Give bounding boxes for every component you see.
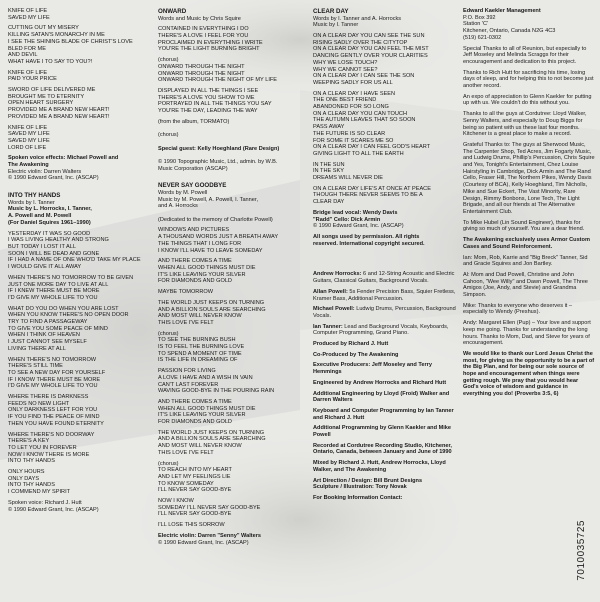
thanks-paragraph: Grateful Thanks to: The guys at Sherwood Music, The Carpenter Shop, Ted Acres, Jim Fogarty Music, and Ludwig Drums, Phillip's Percussion, Chris Squire and Yes, Tonight's Entertainment, Chez Louise Hairstyling in Cambridge, Dick Armin and The Rand Cello, Fraser Hill, The Northern Pikes, Wendy Davis (Courtesy of BCA), Kelly Hoeghland, Tim Nicholls, Mike and Sue Eckert, The Vast Minority, Rare Design, Rimmy Bonbons, Lone Tech, The Light Brigade, and all our friends at The Alternative Entertainment Club. bbox=[463, 141, 595, 215]
personnel-name: Mixed by Richard J. Hutt, Andrew Horrocks, Lloyd Walker, and The Awakening bbox=[313, 460, 446, 473]
lyric-stanza: THE WORLD JUST KEEPS ON TURNING AND A BILLION SOULS ARE SEARCHING AND MOST WILL NEVER KNOW THIS LOVE I'VE FELT bbox=[158, 299, 266, 326]
lyric-stanza: I'LL LOSE THIS SORROW bbox=[158, 522, 225, 529]
personnel-name: Ian Tanner: bbox=[313, 323, 343, 330]
personnel-entry bbox=[313, 425, 458, 438]
management-title: Edward Kaekler Management bbox=[463, 8, 541, 14]
lyric-stanza: DISPLAYED IN ALL THE THINGS I SEE THERE'S A LOVE YOU SHOW TO ME PORTRAYED IN ALL THE THINGS YOU SAY YOU'RE THE DAY, LEADING THE WAY bbox=[158, 87, 272, 115]
thanks-paragraph: Andy: Margaret Ellen (Pup) – Your love and support keep me going. Thanks for understanding the long hours. Thanks to Mom, Dad, and Steve for years of encouragement. bbox=[463, 320, 591, 347]
personnel-name: Co-Produced by The Awakening bbox=[313, 351, 399, 358]
lyric-stanza: WHEN THERE'S NO TOMORROW THERE'S STILL TIME TO SEE A NEW DAY FOR YOURSELF IF I KNOW THERE MUST BE MORE I'D GIVE MY WHOLE LIFE TO YOU bbox=[8, 356, 106, 390]
personnel-entry bbox=[313, 271, 458, 284]
personnel-name: Executive Producers: Jeff Moseley and Terry Hemmings bbox=[313, 362, 432, 376]
personnel-entry bbox=[313, 443, 458, 456]
personnel-role: Sculpture / Illustration: Tony Novak bbox=[313, 484, 407, 491]
personnel-role: 6 and 12-String Acoustic and Electric Guitars, Classical Guitars, Background Vocals. bbox=[313, 271, 455, 285]
personnel-role: Lead and Background Vocals, Keyboards, Computer Programming, Grand Piano. bbox=[313, 323, 449, 337]
personnel-name: Additional Engineering by Lloyd (Froid) Walker and Darren Walters bbox=[313, 390, 450, 404]
personnel-name: Engineered by Andrew Horrocks and Richard Hutt bbox=[313, 379, 447, 386]
lyric-stanza: WHEN THERE'S NO TOMORROW TO BE GIVEN JUST ONE MORE DAY TO LIVE AT ALL IF I KNEW THERE MUST BE MORE I'D GIVE MY WHOLE LIFE TO YOU bbox=[8, 274, 134, 301]
lyric-stanza: SWORD OF LIFE DELIVERED ME BROUGHT ME TO ETERNITY OPEN HEART SURGERY PROVIDED ME A BRAND NEW HEART! PROVIDED ME A BRAND NEW HEART! bbox=[8, 87, 110, 120]
lyric-stanza: CUTTING OUT MY MISERY KILLING SATAN'S MONARCHY IN ME I SEE THE SHINING BLADE OF CHRIST'S LOVE BLED FOR ME AND DEVIL WHAT HAVE I TO SAY TO YOU?! bbox=[8, 25, 133, 65]
song-credits: Spoken voice effects: Michael Powell and The Awakening Electric violin: Darren Walters © 1990 Edward Grant, Inc. (ASCAP) bbox=[8, 155, 119, 182]
lyric-chorus: (chorus) TO SEE THE BURNING BUSH IS TO FEEL THE BURNING LOVE TO SPEND A MOMENT OF TIME IS THE LIFE IN DREAMING OF bbox=[158, 330, 245, 364]
song-credits: Words by I. Tanner and A. Horrocks Music by I. Tanner bbox=[313, 15, 402, 29]
personnel-name: For Booking Information Contact: bbox=[313, 494, 403, 501]
lyric-stanza: MAYBE TOMORROW bbox=[158, 289, 214, 296]
personnel-name: Additional Programming by Glenn Kaekler and Mike Powell bbox=[313, 425, 452, 439]
personnel-name: Keyboard and Computer Programming by Ian Tanner and Richard J. Hutt bbox=[313, 407, 454, 421]
lyric-stanza: WHERE THERE IS DARKNESS FEEDS NO NEW LIGHT ONLY DARKNESS LEFT FOR YOU IF YOU FIND THE PEACE OF MIND THEN YOU HAVE FOUND ETERNITY bbox=[8, 394, 104, 427]
personnel-role: 5s Fender Precision Bass, Squier Fretless, Kramer Bass, Additional Percussion. bbox=[313, 288, 456, 302]
lyric-stanza: PASSION FOR LIVING A LOVE I HAVE AND A WISH IN VAIN CAN'T LAST FOREVER WAVING GOOD-BYE IN THE POURING RAIN bbox=[158, 368, 275, 395]
personnel-entry bbox=[313, 478, 458, 491]
personnel-name: Art Direction / Design: Bill Brunt Designs bbox=[313, 477, 423, 484]
lyric-stanza: AND THERE COMES A TIME WHEN ALL GOOD THINGS MUST DIE IT'S LIKE LEAVING YOUR SILVER FOR DIAMONDS AND GOLD bbox=[158, 398, 256, 426]
song-credits: Words by M. Powell Music by M. Powell, A. Powell, I. Tanner, and A. Horrocks (Dedicated to the memory of Charlotte Powell) bbox=[158, 189, 273, 223]
song-title: CLEAR DAY bbox=[313, 8, 349, 15]
thanks-paragraph: Mike: Thanks to everyone who deserves it – especially to Wendy (Preshus). bbox=[463, 302, 573, 316]
management-address: P.O. Box 392 Station 'C' Kitchener, Ontario, Canada N2G 4C3 (519) 621-0302 bbox=[463, 14, 556, 41]
lyric-stanza: THE WORLD JUST KEEPS ON TURNING AND A BILLION SOULS ARE SEARCHING AND MOST WILL NEVER KNOW THIS LOVE I'VE FELT bbox=[158, 429, 266, 456]
personnel-entry bbox=[313, 460, 458, 473]
song-credits: Spoken voice: Richard J. Hutt © 1990 Edward Grant, Inc. (ASCAP) bbox=[8, 499, 99, 513]
lyric-chorus: (chorus) ONWARD THROUGH THE NIGHT ONWARD THROUGH THE NIGHT ONWARD THROUGH THE NIGHT OF MY LIFE bbox=[158, 57, 278, 84]
personnel-entry bbox=[313, 362, 458, 375]
song-title: INTO THY HANDS bbox=[8, 192, 61, 200]
song-credits: Bridge lead vocal: Wendy Davis "Radd" Cello: Dick Armin © 1990 Edward Grant, Inc. (ASCAP) bbox=[313, 209, 404, 230]
personnel-name: Allan Powell: bbox=[313, 288, 348, 295]
thanks-paragraph: We would like to thank our Lord Jesus Christ the most, for giving us the opportunity to be a part of the Big Plan, and for being our sole source of hope and encouragement when things were getting rough. We pray that you would hear God's voice of wisdom and guidance in everything you do! (Proverbs 3:5, 6) bbox=[463, 350, 595, 398]
personnel-name: Produced by Richard J. Hutt bbox=[313, 341, 389, 348]
thanks-paragraph: Special Thanks to all of Reunion, but especially to Jeff Moseley and Melinda Scraggs for their encouragement and dedication to this project. bbox=[463, 45, 587, 65]
lyrics-column-3 bbox=[313, 8, 458, 506]
personnel-entry bbox=[313, 408, 458, 421]
lyric-chorus: (chorus) TO REACH INTO MY HEART AND LET MY FEELINGS LIE TO KNOW SOMEDAY I'LL NEVER SAY GOOD-BYE bbox=[158, 460, 232, 494]
lyric-stanza: KNIFE OF LIFE SAVED MY LIFE bbox=[8, 8, 50, 21]
song-notes: (from the album, TORMATO) (chorus) Special guest: Kelly Hoeghland (Rare Design) © 1990 Topographic Music, Ltd., admin. by W.B. Music Corporation (ASCAP) bbox=[158, 118, 280, 172]
personnel-entry bbox=[313, 391, 458, 404]
lyric-stanza: KNIFE OF LIFE SAVED MY LIFE SAVED MY LIFE LORD OF LIFE bbox=[8, 124, 50, 151]
catalog-number: 7010035725 bbox=[576, 520, 587, 581]
lyrics-column-2 bbox=[158, 8, 300, 550]
personnel-name: Andrew Horrocks: bbox=[313, 271, 362, 278]
song-title: ONWARD bbox=[158, 8, 187, 15]
lyric-stanza: KNIFE OF LIFE PAID YOUR PRICE bbox=[8, 69, 57, 83]
lyric-stanza: ONLY HOURS ONLY DAYS INTO THY HANDS I COMMEND MY SPIRIT bbox=[8, 469, 71, 496]
lyric-stanza: ON A CLEAR DAY I HAVE SEEN THE ONE BEST FRIEND ABANDONED FOR SO LONG ON A CLEAR DAY YOU CAN TOUCH THE AUTUMN LEAVES THAT SO SOON PASS AWAY THE FUTURE IS SO CLEAR FOR SOME IT SCARES ME SO ON A CLEAR DAY I CAN FEEL GOD'S HEART GIVING LIGHT TO ALL THE EARTH bbox=[313, 90, 431, 157]
thanks-paragraph: Thanks to all the guys at Cordutree: Lloyd Walker, Senny Walters, and especially to Doug Biggs for being so patient with us these last four months. Kitchener is a great place to make a record. bbox=[463, 111, 587, 138]
lyric-stanza: ON A CLEAR DAY YOU CAN SEE THE SUN RISING SADLY OVER THE CITYTOP ON A CLEAR DAY YOU CAN FEEL THE MIST DANCING GENTLY OVER YOUR CLARITIES WHY WE LOSE TOUCH? WHY WE CANNOT SEE? ON A CLEAR DAY I CAN SEE THE SON WEEPING SADLY FOR US ALL bbox=[313, 33, 429, 86]
personnel-entry bbox=[313, 341, 458, 348]
personnel-credits bbox=[313, 271, 458, 501]
lyric-stanza: WHAT DO YOU DO WHEN YOU ARE LOST WHEN YOU KNOW THERE'S NO OPEN DOOR TRY TO FIND A PASSAGEWAY TO GIVE YOU SOME PEACE OF MIND WHEN I THINK OF HEAVEN I JUST CANNOT SEE MYSELF LIVING THERE AT ALL bbox=[8, 305, 129, 352]
personnel-entry bbox=[313, 495, 458, 502]
rights-notice: All songs used by permission. All rights reserved. International copyright secured. bbox=[313, 233, 425, 247]
personnel-role: Ludwig Drums, Percussion, Background Vocals. bbox=[313, 306, 456, 319]
thanks-paragraph: Ian: Mom, Rob, Karrie and "Big Breck" Tanner, Sid and Gracie Squires and Jon Bartley. bbox=[463, 254, 588, 268]
lyric-stanza: YESTERDAY IT WAS SO GOOD I WAS LIVING HEALTHY AND STRONG BUT TODAY I LOST IT ALL SOON I WILL BE DEAD AND GONE IF I HAD A NAME OF ONE WHO'D TAKE MY PLACE I WOULD GIVE IT ALL AWAY bbox=[8, 230, 141, 271]
song-credits: Words and Music by Chris Squire bbox=[158, 15, 241, 22]
lyric-stanza: IN THE SUN IN THE SKY DREAMS WILL NEVER DIE bbox=[313, 161, 384, 182]
lyric-stanza: WINDOWS AND PICTURES A THOUSAND WORDS JUST A BREATH AWAY THE THINGS THAT I LONG FOR I KNOW I'LL HAVE TO LEAVE SOMEDAY bbox=[158, 227, 279, 254]
thanks-paragraph: Al: Mom and Dad Powell, Christine and John Cahoon, "Wee Willy" and Dawn Powell, The Three Amigos (Joe, Andy, and Stevie) and Grandma Simpson. bbox=[463, 271, 588, 299]
lyric-stanza: CONTAINED IN EVERYTHING I DO THERE'S A LOVE I FEEL FOR YOU PROCLAIMED IN EVERYTHING I WRITE YOU'RE THE LIGHT BURNING BRIGHT bbox=[158, 26, 263, 53]
thanks-paragraph: The Awakening exclusively uses Armor Custom Cases and Sound Reinforcement. bbox=[463, 237, 590, 250]
personnel-name: Recorded at Cordutree Recording Studio, Kitchener, Ontario, Canada, between January and June of 1990 bbox=[313, 442, 452, 456]
thanks-paragraph: An expo of appreciation to Glenn Kaekler for putting up with us. We couldn't do this without you. bbox=[463, 93, 592, 107]
personnel-entry bbox=[313, 306, 458, 319]
thanks-column bbox=[463, 8, 595, 402]
lyric-stanza: ON A CLEAR DAY LIFE'S AT ONCE AT PEACE THOUGH THERE NEVER SEEMS TO BE A CLEAR DAY bbox=[313, 185, 431, 206]
lyric-stanza: NOW I KNOW SOMEDAY I'LL NEVER SAY GOOD-BYE I'LL NEVER SAY GOOD-BYE bbox=[158, 498, 261, 518]
song-credits: Words by I. Tanner Music by L. Horrocks, I. Tanner, A. Powell and M. Powell (For Daniel Squires 1961–1990) bbox=[8, 199, 92, 226]
song-title: NEVER SAY GOODBYE bbox=[158, 182, 227, 190]
lyric-stanza: WHERE THERE'S NO DOORWAY THERE'S A KEY TO LET YOU IN FOREVER NOW I KNOW THERE IS MORE INTO THY HANDS bbox=[8, 431, 95, 465]
personnel-entry bbox=[313, 380, 458, 387]
personnel-entry bbox=[313, 289, 458, 302]
lyric-stanza: AND THERE COMES A TIME WHEN ALL GOOD THINGS MUST DIE IT'S LIKE LEAVING YOUR SILVER FOR DIAMONDS AND GOLD bbox=[158, 258, 256, 285]
lyrics-column-1 bbox=[8, 8, 146, 517]
personnel-entry bbox=[313, 352, 458, 359]
thanks-paragraph: Thanks to Rich Hutt for sacrificing his time, losing days of sleep, and for helping this to not become just another record. bbox=[463, 69, 594, 90]
song-credits: Electric violin: Darren "Senny" Walters © 1990 Edward Grant, Inc. (ASCAP) bbox=[158, 532, 262, 546]
personnel-name: Michael Powell: bbox=[313, 306, 355, 313]
thanks-paragraph: To Mike Hubel (Lin Sound Engineer), thanks for giving so much of yourself. You are a dear friend. bbox=[463, 219, 585, 233]
personnel-entry bbox=[313, 324, 458, 337]
